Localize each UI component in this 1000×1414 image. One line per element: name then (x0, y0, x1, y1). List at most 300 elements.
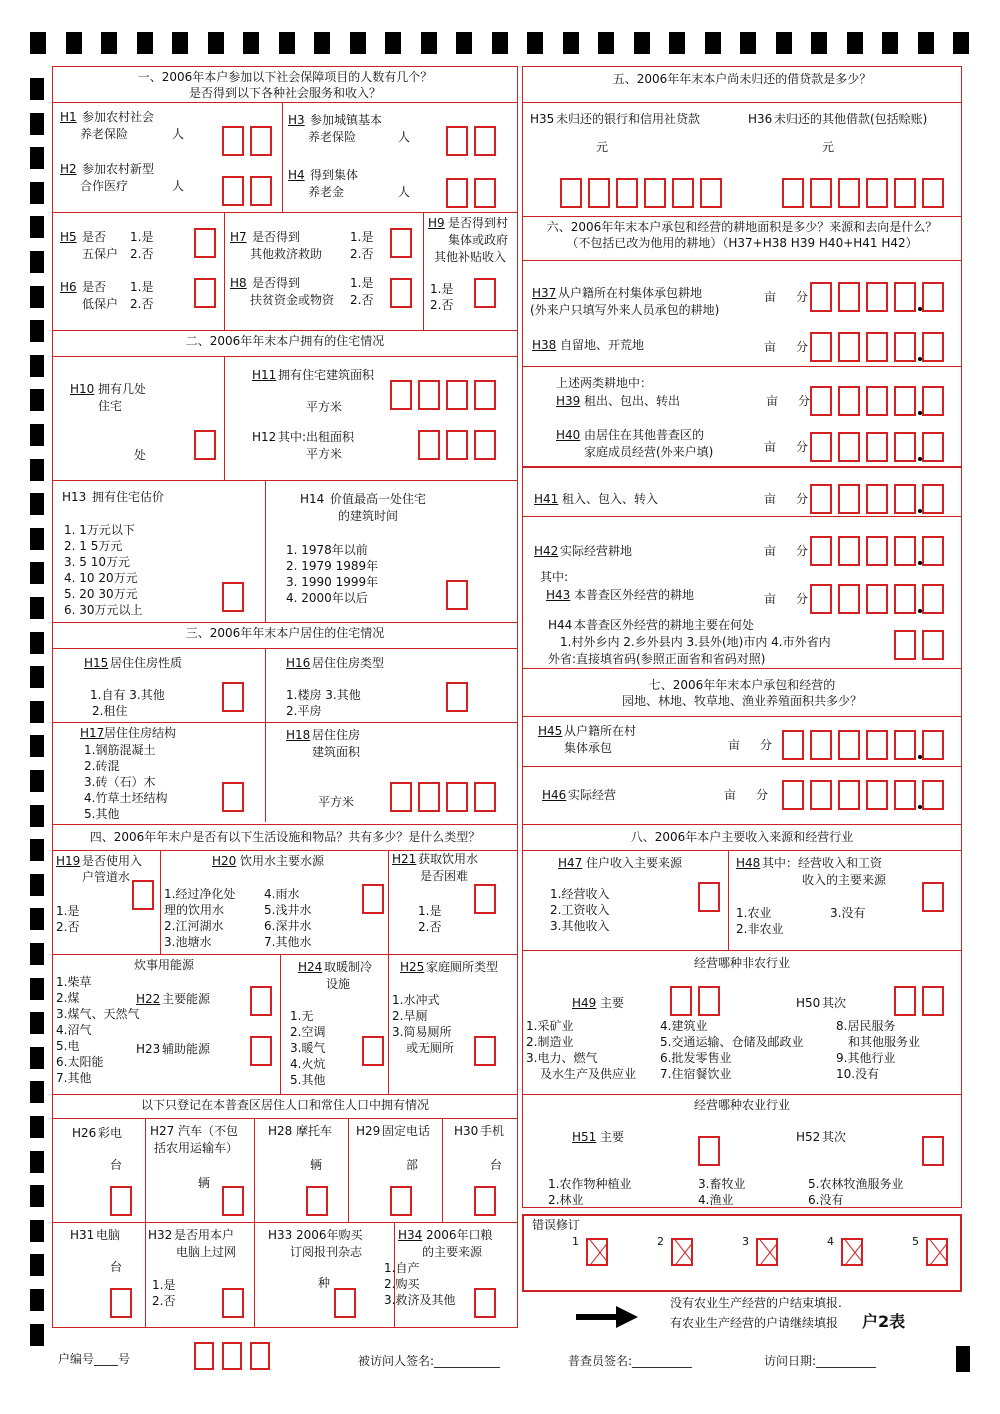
h39-area-box[interactable] (922, 386, 944, 416)
h41-area-box[interactable] (894, 484, 916, 514)
timing-mark (918, 32, 934, 54)
error-correction-box[interactable] (841, 1238, 863, 1266)
h3-label: 参加城镇基本 (310, 113, 383, 127)
h9-box[interactable] (474, 278, 496, 308)
h17-label: 居住住房结构 (104, 726, 177, 740)
h27-label: 汽车（不包 (178, 1124, 239, 1138)
h18-unit: 平方米 (318, 795, 355, 809)
h32-label: 是否用本户 (174, 1228, 235, 1242)
h34-options: 1.自产 2.购买 3.救济及其他 (384, 1261, 456, 1307)
error-correction-box[interactable] (926, 1238, 948, 1266)
h32-box[interactable] (222, 1288, 244, 1318)
h14-box[interactable] (446, 580, 468, 610)
h42-area-box[interactable] (810, 536, 832, 566)
h36-digit-box[interactable] (894, 178, 916, 208)
timing-mark (30, 182, 44, 204)
s7-title2: 园地、林地、牧草地、渔业养殖面积共多少？ (621, 694, 862, 708)
timing-mark (30, 839, 44, 861)
h24-label: 取暖制冷 (324, 960, 373, 974)
h38-area-box[interactable] (866, 332, 888, 362)
h10-code: H10 (70, 382, 95, 396)
h16-opt2: 2.平房 (286, 704, 322, 718)
h20-options-b: 4.雨水 5.浅井水 6.深井水 7.其他水 (264, 887, 312, 949)
h52-box[interactable] (922, 1136, 944, 1166)
h45-area-box[interactable] (810, 730, 832, 760)
h43-fen-unit: 分 (796, 592, 809, 606)
h36-digit-box[interactable] (838, 178, 860, 208)
h52-code: H52 (796, 1130, 821, 1144)
h28-label: 摩托车 (296, 1124, 333, 1138)
h48-opt1: 1.农业 (736, 906, 772, 920)
timing-mark (953, 32, 969, 54)
h16-opt1: 1.楼房 3.其他 (286, 688, 361, 702)
timing-mark (30, 32, 46, 54)
h2-code: H2 (60, 162, 77, 176)
h7-opt1: 1.是 (350, 230, 374, 244)
h24-box[interactable] (362, 1036, 384, 1066)
h35-digit-box[interactable] (588, 178, 610, 208)
h22-label: 主要能源 (162, 992, 211, 1006)
h41-code: H41 (534, 492, 559, 506)
h39-label: 租出、包出、转出 (584, 394, 681, 408)
timing-mark (30, 78, 44, 100)
timing-mark (30, 493, 44, 515)
error-correction-box[interactable] (671, 1238, 693, 1266)
h27-box[interactable] (222, 1186, 244, 1216)
timing-mark (172, 32, 188, 54)
h29-code: H29 (356, 1124, 381, 1138)
h16-box[interactable] (446, 682, 468, 712)
h21-label: 获取饮用水 (418, 852, 479, 866)
h12-box3[interactable] (474, 430, 496, 460)
h18-label: 居住住房 (312, 728, 361, 742)
h13-box[interactable] (222, 582, 244, 612)
timing-mark (30, 459, 44, 481)
h41-area-box[interactable] (922, 484, 944, 514)
h45-area-box[interactable] (866, 730, 888, 760)
h49-box2[interactable] (698, 986, 720, 1016)
timing-mark (30, 320, 44, 342)
h29-unit: 部 (406, 1158, 419, 1172)
h39-area-box[interactable] (866, 386, 888, 416)
h47-box[interactable] (698, 882, 720, 912)
h39-area-box[interactable] (838, 386, 860, 416)
household-number-box2[interactable] (222, 1342, 242, 1370)
h46-area-box[interactable] (894, 780, 916, 810)
h32-opt1: 1.是 (152, 1278, 176, 1292)
h40-area-box[interactable] (866, 432, 888, 462)
h45-area-box[interactable] (782, 730, 804, 760)
h12-box1[interactable] (418, 430, 440, 460)
timing-mark (30, 251, 44, 273)
h33-code: H33 (268, 1228, 293, 1242)
timing-mark (30, 147, 44, 169)
h41-fen-unit: 分 (796, 492, 809, 506)
h46-area-box[interactable] (782, 780, 804, 810)
h24-options: 1.无 2.空调 3.暖气 4.火炕 5.其他 (290, 1009, 326, 1087)
household-number-label: 户编号____号 (58, 1352, 131, 1366)
h41-decimal-dot (918, 509, 922, 513)
timing-mark (563, 32, 579, 54)
h20-box[interactable] (362, 884, 384, 914)
h21-opt1: 1.是 (418, 904, 442, 918)
h18-box4[interactable] (474, 782, 496, 812)
h11-box1[interactable] (390, 380, 412, 410)
h43-area-box[interactable] (922, 584, 944, 614)
h50-code: H50 (796, 996, 821, 1010)
h39-area-box[interactable] (810, 386, 832, 416)
h41-area-box[interactable] (866, 484, 888, 514)
note-line2: 有农业生产经营的户请继续填报 (670, 1316, 839, 1330)
household-number-box3[interactable] (250, 1342, 270, 1370)
h15-label: 居住住房性质 (110, 656, 183, 670)
h34-label: 2006年口粮 (426, 1228, 493, 1242)
nonfarm-options-c: 8.居民服务 和其他服务业 9.其他行业 10.没有 (836, 1019, 921, 1081)
h43-area-box[interactable] (866, 584, 888, 614)
h2-label2: 合作医疗 (80, 179, 129, 193)
h14-options: 1. 1978年以前 2. 1979 1989年 3. 1990 1999年 4. 2000年以后 (286, 543, 379, 605)
h38-area-box[interactable] (894, 332, 916, 362)
h19-opt2: 2.否 (56, 920, 80, 934)
h19-code: H19 (56, 854, 81, 868)
h48-label: 其中：经营收入和工资 (762, 856, 883, 870)
h4-box1[interactable] (446, 178, 468, 208)
h29-box[interactable] (390, 1186, 412, 1216)
h18-box1[interactable] (390, 782, 412, 812)
h40-decimal-dot (918, 457, 922, 461)
h39-fen-unit: 分 (798, 394, 811, 408)
h10-unit: 处 (134, 448, 147, 462)
respondent-signature[interactable]: 被访问人签名:___________ (358, 1354, 501, 1368)
timing-mark (30, 632, 44, 654)
h15-code: H15 (84, 656, 109, 670)
h36-code: H36 (748, 112, 773, 126)
h45-label: 从户籍所在村 (564, 724, 637, 738)
s3-title: 三、2006年年末本户居住的住宅情况 (185, 626, 385, 640)
h9-label3: 其他补贴收入 (434, 250, 507, 264)
h3-unit: 人 (398, 130, 411, 144)
h40-area-box[interactable] (810, 432, 832, 462)
h21-opt2: 2.否 (418, 920, 442, 934)
farm-options-a: 1.农作物种植业 2.林业 (548, 1177, 632, 1207)
h39-code: H39 (556, 394, 581, 408)
h4-box2[interactable] (474, 178, 496, 208)
h41-area-box[interactable] (810, 484, 832, 514)
h50-label: 其次 (822, 996, 847, 1010)
h27-unit: 辆 (198, 1176, 211, 1190)
h8-label2: 扶贫资金或物资 (250, 293, 335, 307)
h1-unit: 人 (172, 127, 185, 141)
h4-label2: 养老金 (308, 185, 345, 199)
h7-box[interactable] (390, 228, 412, 258)
h45-area-box[interactable] (922, 730, 944, 760)
h28-code: H28 (268, 1124, 293, 1138)
h46-area-box[interactable] (810, 780, 832, 810)
h35-digit-box[interactable] (672, 178, 694, 208)
h10-box[interactable] (194, 430, 216, 460)
timing-mark (137, 32, 153, 54)
h42-area-box[interactable] (866, 536, 888, 566)
h43-area-box[interactable] (810, 584, 832, 614)
h37-area-box[interactable] (922, 282, 944, 312)
h33-label2: 订阅报刊杂志 (290, 1245, 363, 1259)
farm-options-c: 5.农林牧渔服务业 6.没有 (808, 1177, 904, 1207)
h48-box[interactable] (922, 882, 944, 912)
h31-unit: 台 (110, 1260, 123, 1274)
h19-box[interactable] (132, 880, 154, 910)
h12-unit: 平方米 (306, 447, 343, 461)
timing-mark (30, 735, 44, 757)
timing-mark (279, 32, 295, 54)
h18-code: H18 (286, 728, 311, 742)
h31-label: 电脑 (96, 1228, 121, 1242)
nonfarm-options-b: 4.建筑业 5.交通运输、仓储及邮政业 6.批发零售业 7.住宿餐饮业 (660, 1019, 804, 1081)
h3-box2[interactable] (474, 126, 496, 156)
h46-area-box[interactable] (866, 780, 888, 810)
h25-label: 家庭厕所类型 (426, 960, 499, 974)
h43-decimal-dot (918, 609, 922, 613)
h8-box[interactable] (390, 278, 412, 308)
error-correction-box[interactable] (586, 1238, 608, 1266)
h12-code: H12 (252, 430, 277, 444)
h1-box1[interactable] (222, 126, 244, 156)
h37-area-box[interactable] (894, 282, 916, 312)
timing-mark (847, 32, 863, 54)
h7-code: H7 (230, 230, 247, 244)
h11-box4[interactable] (474, 380, 496, 410)
h37-fen-unit: 分 (796, 290, 809, 304)
error-correction-box[interactable] (756, 1238, 778, 1266)
h21-box[interactable] (474, 884, 496, 914)
h36-digit-box[interactable] (782, 178, 804, 208)
h9-label: 是否得到村 (448, 216, 509, 230)
enumerator-signature[interactable]: 普查员签名:__________ (568, 1354, 693, 1368)
timing-mark (385, 32, 401, 54)
h10-label: 拥有几处 (98, 382, 147, 396)
form-ref: 户2表 (862, 1312, 906, 1331)
h15-opt2: 2.租住 (92, 704, 128, 718)
h23-code: H23 (136, 1042, 161, 1056)
timing-mark (30, 597, 44, 619)
h49-box1[interactable] (670, 986, 692, 1016)
h39-mu-unit: 亩 (766, 394, 779, 408)
h30-code: H30 (454, 1124, 479, 1138)
h37-area-box[interactable] (866, 282, 888, 312)
h42-code: H42 (534, 544, 559, 558)
h19-label2: 户管道水 (82, 870, 131, 884)
h46-fen-unit: 分 (756, 788, 769, 802)
h35-digit-box[interactable] (560, 178, 582, 208)
h38-area-box[interactable] (810, 332, 832, 362)
h51-box[interactable] (698, 1136, 720, 1166)
h46-decimal-dot (918, 805, 922, 809)
timing-mark (634, 32, 650, 54)
h18-box2[interactable] (418, 782, 440, 812)
h11-label: 拥有住宅建筑面积 (278, 368, 375, 382)
h4-label: 得到集体 (310, 168, 359, 182)
h42-area-box[interactable] (894, 536, 916, 566)
h45-area-box[interactable] (894, 730, 916, 760)
farm-title: 经营哪种农业行业 (693, 1098, 790, 1112)
h43-area-box[interactable] (838, 584, 860, 614)
timing-mark (598, 32, 614, 54)
timing-mark (30, 701, 44, 723)
h31-code: H31 (70, 1228, 95, 1242)
h17-box[interactable] (222, 782, 244, 812)
s1-title1: 一、2006年本户参加以下社会保障项目的人数有几个？ (137, 70, 433, 84)
h6-opt2: 2.否 (130, 297, 154, 311)
timing-mark (30, 1324, 44, 1346)
h36-digit-box[interactable] (922, 178, 944, 208)
timing-mark (314, 32, 330, 54)
error-box-number: 2 (657, 1235, 664, 1248)
timing-mark (30, 805, 44, 827)
timing-mark (30, 666, 44, 688)
h48-opt3: 3.没有 (830, 906, 866, 920)
h32-opt2: 2.否 (152, 1294, 176, 1308)
h40-label2: 家庭成员经营(外来户填) (584, 445, 714, 459)
s2-title: 二、2006年年末本户拥有的住宅情况 (185, 334, 385, 348)
h10-label2: 住宅 (98, 399, 123, 413)
timing-mark (776, 32, 792, 54)
h28-unit: 辆 (310, 1158, 323, 1172)
timing-mark (30, 1220, 44, 1242)
h45-area-box[interactable] (838, 730, 860, 760)
h36-digit-box[interactable] (810, 178, 832, 208)
h9-opt1: 1.是 (430, 282, 454, 296)
h45-code: H45 (538, 724, 563, 738)
h2-box1[interactable] (222, 176, 244, 206)
timing-mark (30, 216, 44, 238)
timing-mark (30, 113, 44, 135)
h42-area-box[interactable] (922, 536, 944, 566)
h38-area-box[interactable] (838, 332, 860, 362)
h3-code: H3 (288, 113, 305, 127)
h37-area-box[interactable] (810, 282, 832, 312)
h40-fen-unit: 分 (796, 440, 809, 454)
h8-opt2: 2.否 (350, 293, 374, 307)
s6-title2: （不包括已改为他用的耕地）（H37+H38 H39 H40+H41 H42） (566, 236, 918, 250)
timing-mark (30, 562, 44, 584)
h36-digit-box[interactable] (866, 178, 888, 208)
h8-opt1: 1.是 (350, 276, 374, 290)
h11-box2[interactable] (418, 380, 440, 410)
h37-label2: (外来户只填写外来人员承包的耕地) (530, 303, 720, 317)
h31-box[interactable] (110, 1288, 132, 1318)
h41-label: 租入、包入、转入 (562, 492, 659, 506)
h5-box[interactable] (194, 228, 216, 258)
h44-box1[interactable] (894, 630, 916, 660)
h40-area-box[interactable] (838, 432, 860, 462)
s4-title: 四、2006年年末户是否有以下生活设施和物品？共有多少？是什么类型？ (89, 830, 481, 844)
visit-date[interactable]: 访问日期:__________ (764, 1354, 877, 1368)
h5-code: H5 (60, 230, 77, 244)
error-box-number: 1 (572, 1235, 579, 1248)
h37-area-box[interactable] (838, 282, 860, 312)
h42-area-box[interactable] (838, 536, 860, 566)
h13-code: H13 (62, 490, 87, 504)
h43-area-box[interactable] (894, 584, 916, 614)
h26-code: H26 (72, 1126, 97, 1140)
h27-label2: 括农用运输车） (154, 1141, 239, 1155)
timing-mark (669, 32, 685, 54)
h38-code: H38 (532, 338, 557, 352)
household-number-box1[interactable] (194, 1342, 214, 1370)
h40-area-box[interactable] (894, 432, 916, 462)
h45-label2: 集体承包 (564, 741, 613, 755)
h46-area-box[interactable] (922, 780, 944, 810)
h34-box[interactable] (474, 1288, 496, 1318)
h16-label: 居住住房类型 (312, 656, 385, 670)
timing-mark (811, 32, 827, 54)
h12-label: 其中:出租面积 (278, 430, 355, 444)
h1-box2[interactable] (250, 126, 272, 156)
h40-label: 由居住在其他普查区的 (584, 428, 705, 442)
h5-label: 是否 (82, 230, 107, 244)
h39-decimal-dot (918, 411, 922, 415)
h25-options: 1.水冲式 2.旱厕 3.简易厕所 或无厕所 (392, 993, 455, 1055)
h35-digit-box[interactable] (700, 178, 722, 208)
h30-label: 手机 (480, 1124, 505, 1138)
h40-area-box[interactable] (922, 432, 944, 462)
h6-box[interactable] (194, 278, 216, 308)
h37-mu-unit: 亩 (764, 290, 777, 304)
h38-label: 自留地、开荒地 (560, 338, 645, 352)
h14-label2: 的建筑时间 (338, 509, 399, 523)
h50-box1[interactable] (894, 986, 916, 1016)
h15-box[interactable] (222, 682, 244, 712)
h12-box2[interactable] (446, 430, 468, 460)
h44-box2[interactable] (922, 630, 944, 660)
h46-area-box[interactable] (838, 780, 860, 810)
h9-opt2: 2.否 (430, 298, 454, 312)
h50-box2[interactable] (922, 986, 944, 1016)
h20-code: H20 (212, 854, 237, 868)
h23-box[interactable] (250, 1036, 272, 1066)
timing-mark (30, 1116, 44, 1138)
timing-mark (421, 32, 437, 54)
s6-mid: 上述两类耕地中： (556, 376, 653, 390)
h38-area-box[interactable] (922, 332, 944, 362)
h11-box3[interactable] (446, 380, 468, 410)
h30-unit: 台 (490, 1158, 503, 1172)
h11-code: H11 (252, 368, 277, 382)
h30-box[interactable] (474, 1186, 496, 1216)
h46-label: 实际经营 (568, 788, 617, 802)
h42-decimal-dot (918, 561, 922, 565)
h39-area-box[interactable] (894, 386, 916, 416)
h2-box2[interactable] (250, 176, 272, 206)
energy-title: 炊事用能源 (134, 958, 195, 972)
h24-code: H24 (298, 960, 323, 974)
h28-box[interactable] (306, 1186, 328, 1216)
timing-mark (208, 32, 224, 54)
h33-box[interactable] (334, 1288, 356, 1318)
h47-code: H47 (558, 856, 583, 870)
h6-label: 是否 (82, 280, 107, 294)
s4-subtitle: 以下只登记在本普查区居住人口和常住人口中拥有情况 (140, 1098, 429, 1112)
h26-box[interactable] (110, 1186, 132, 1216)
h18-box3[interactable] (446, 782, 468, 812)
h33-unit: 种 (318, 1276, 331, 1290)
h22-box[interactable] (250, 986, 272, 1016)
h3-box1[interactable] (446, 126, 468, 156)
h41-area-box[interactable] (838, 484, 860, 514)
h35-digit-box[interactable] (616, 178, 638, 208)
h35-digit-box[interactable] (644, 178, 666, 208)
h25-box[interactable] (474, 1036, 496, 1066)
h26-label: 彩电 (98, 1126, 123, 1140)
